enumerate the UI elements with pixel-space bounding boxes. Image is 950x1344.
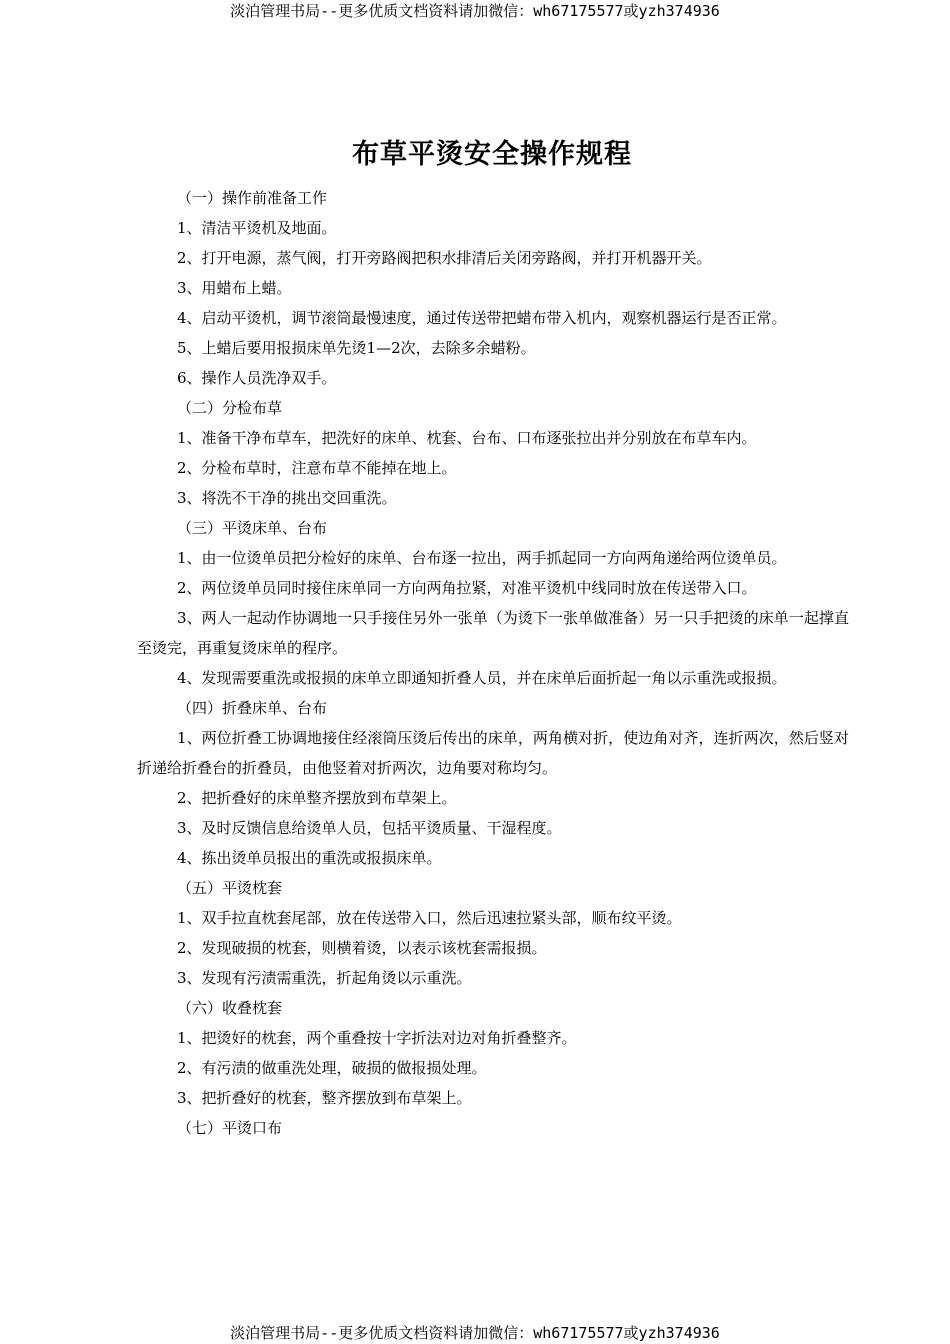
section-heading: （七）平烫口布 xyxy=(177,1119,283,1137)
footer-watermark-note: 淡泊管理书局--更多优质文档资料请加微信：wh67175577或yzh374936 xyxy=(230,1324,720,1342)
procedure-step: 1、两位折叠工协调地接住经滚筒压烫后传出的床单，两角横对折，使边角对齐，连折两次，然后竖对折递给折叠台的折叠员，由他竖着对折两次，边角要对称均匀。 xyxy=(137,729,849,777)
section-heading: （四）折叠床单、台布 xyxy=(177,699,328,717)
section-heading: （六）收叠枕套 xyxy=(177,999,283,1017)
document-title: 布草平烫安全操作规程 xyxy=(352,139,632,170)
procedure-step: 2、发现破损的枕套，则横着烫，以表示该枕套需报损。 xyxy=(177,939,547,957)
procedure-step: 4、拣出烫单员报出的重洗或报损床单。 xyxy=(177,849,442,867)
procedure-step: 1、准备干净布草车，把洗好的床单、枕套、台布、口布逐张拉出并分别放在布草车内。 xyxy=(177,429,757,447)
document-body xyxy=(137,183,849,1143)
section-heading: （一）操作前准备工作 xyxy=(177,189,328,207)
procedure-step: 4、启动平烫机，调节滚筒最慢速度，通过传送带把蜡布带入机内，观察机器运行是否正常。 xyxy=(177,309,787,327)
section-heading: （二）分检布草 xyxy=(177,399,283,417)
procedure-step: 3、发现有污渍需重洗，折起角烫以示重洗。 xyxy=(177,969,472,987)
header-watermark-note: 淡泊管理书局--更多优质文档资料请加微信：wh67175577或yzh374936 xyxy=(230,2,720,20)
procedure-step: 2、打开电源，蒸气阀，打开旁路阀把积水排清后关闭旁路阀，并打开机器开关。 xyxy=(177,249,712,267)
procedure-step: 2、分检布草时，注意布草不能掉在地上。 xyxy=(177,459,457,477)
procedure-step: 2、有污渍的做重洗处理，破损的做报损处理。 xyxy=(177,1059,487,1077)
section-heading: （三）平烫床单、台布 xyxy=(177,519,328,537)
procedure-step: 1、双手拉直枕套尾部，放在传送带入口，然后迅速拉紧头部，顺布纹平烫。 xyxy=(177,909,682,927)
procedure-step: 4、发现需要重洗或报损的床单立即通知折叠人员，并在床单后面折起一角以示重洗或报损。 xyxy=(177,669,787,687)
procedure-step: 1、清洁平烫机及地面。 xyxy=(177,219,337,237)
procedure-step: 6、操作人员洗净双手。 xyxy=(177,369,337,387)
procedure-step: 1、把烫好的枕套，两个重叠按十字折法对边对角折叠整齐。 xyxy=(177,1029,577,1047)
procedure-step: 3、用蜡布上蜡。 xyxy=(177,279,292,297)
procedure-step: 3、将洗不干净的挑出交回重洗。 xyxy=(177,489,397,507)
procedure-step: 2、两位烫单员同时接住床单同一方向两角拉紧，对准平烫机中线同时放在传送带入口。 xyxy=(177,579,757,597)
procedure-step: 3、把折叠好的枕套，整齐摆放到布草架上。 xyxy=(177,1089,472,1107)
procedure-step: 5、上蜡后要用报损床单先烫1—2次，去除多余蜡粉。 xyxy=(177,339,536,357)
procedure-step: 3、及时反馈信息给烫单人员，包括平烫质量、干湿程度。 xyxy=(177,819,562,837)
section-heading: （五）平烫枕套 xyxy=(177,879,283,897)
procedure-step: 2、把折叠好的床单整齐摆放到布草架上。 xyxy=(177,789,457,807)
procedure-step: 3、两人一起动作协调地一只手接住另外一张单（为烫下一张单做准备）另一只手把烫的床单一起撑直至烫完，再重复烫床单的程序。 xyxy=(137,609,849,657)
procedure-step: 1、由一位烫单员把分检好的床单、台布逐一拉出，两手抓起同一方向两角递给两位烫单员。 xyxy=(177,549,787,567)
